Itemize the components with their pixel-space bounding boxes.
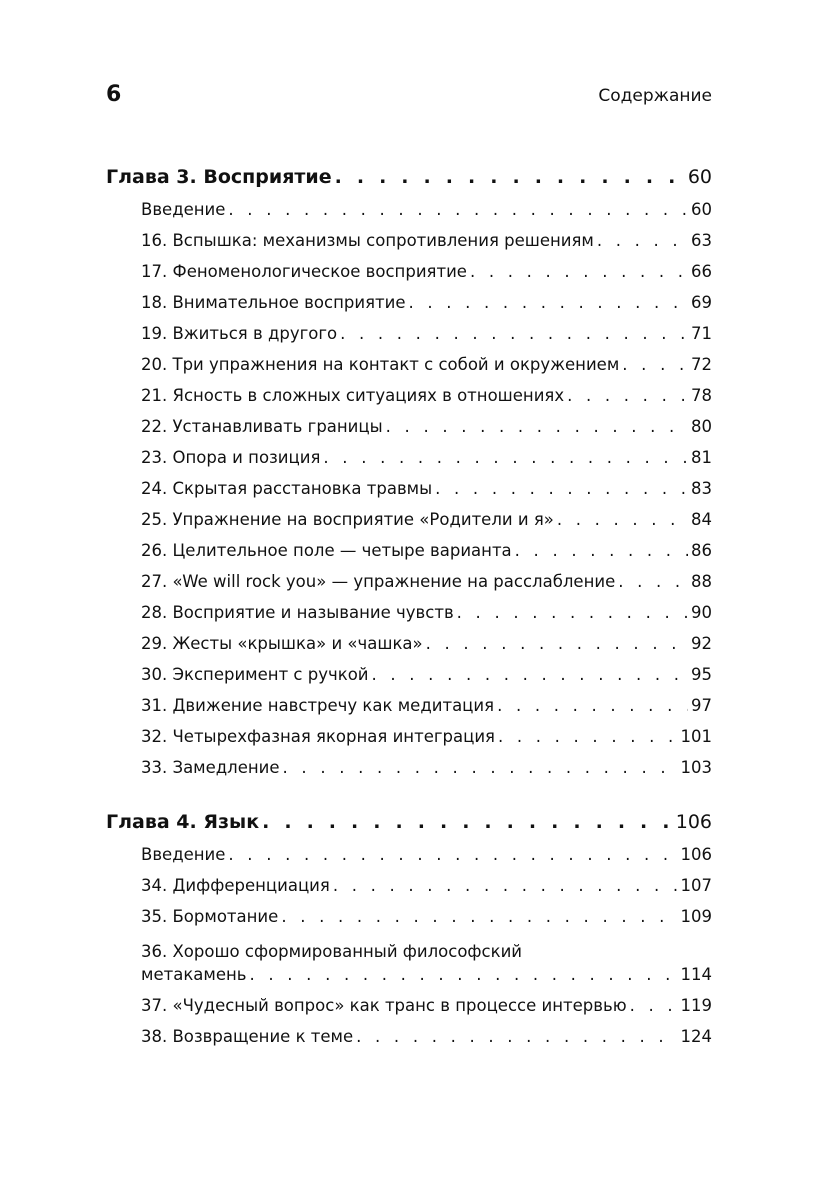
- entry-page: 60: [691, 200, 712, 219]
- entry-page: 69: [691, 293, 712, 312]
- dot-leader: [250, 965, 678, 984]
- entry-title-line2: метакамень: [141, 965, 247, 984]
- entry-page: 72: [691, 355, 712, 374]
- dot-leader: [622, 355, 688, 374]
- entry-page: 109: [680, 907, 712, 926]
- page-header: [106, 82, 712, 112]
- entry-title: 23. Опора и позиция: [141, 448, 321, 467]
- toc-entry: [141, 231, 712, 262]
- toc-entry: [141, 262, 712, 293]
- toc-entry: [141, 727, 712, 758]
- dot-leader: [372, 665, 688, 684]
- dot-leader: [283, 758, 678, 777]
- entry-page: 86: [691, 541, 712, 560]
- toc-entry: [141, 448, 712, 479]
- toc-entry: [141, 1027, 712, 1058]
- dot-leader: [557, 510, 688, 529]
- entry-page: 124: [680, 1027, 712, 1046]
- dot-leader: [497, 696, 688, 715]
- chapter-3: [106, 166, 712, 789]
- entry-title: 20. Три упражнения на контакт с собой и окружением: [141, 355, 620, 374]
- dot-leader: [567, 386, 688, 405]
- dot-leader: [262, 811, 673, 833]
- entry-page: 101: [680, 727, 712, 746]
- entry-page: 84: [691, 510, 712, 529]
- entry-page: 103: [680, 758, 712, 777]
- entry-title: 24. Скрытая расстановка травмы: [141, 479, 433, 498]
- dot-leader: [515, 541, 688, 560]
- entry-title: 26. Целительное поле — четыре варианта: [141, 541, 512, 560]
- dot-leader: [457, 603, 688, 622]
- toc-entry: [141, 603, 712, 634]
- entry-title: 21. Ясность в сложных ситуациях в отношениях: [141, 386, 565, 405]
- chapter-title: Глава 4. Язык: [106, 811, 260, 833]
- toc-entry: [141, 324, 712, 355]
- toc-entry: [141, 665, 712, 696]
- dot-leader: [426, 634, 688, 653]
- entry-title-line2-row: [141, 965, 712, 996]
- entry-title: Введение: [141, 845, 226, 864]
- entry-page: 107: [680, 876, 712, 895]
- entry-title-line1: 36. Хорошо сформированный философский: [141, 942, 523, 961]
- dot-leader: [356, 1027, 677, 1046]
- entry-title: 30. Эксперимент с ручкой: [141, 665, 369, 684]
- dot-leader: [630, 996, 678, 1015]
- chapter-4: [106, 811, 712, 1058]
- entry-title: 31. Движение навстречу как медитация: [141, 696, 495, 715]
- chapter-page: 106: [675, 811, 712, 833]
- entry-title: 29. Жесты «крышка» и «чашка»: [141, 634, 423, 653]
- toc-entry: [141, 907, 712, 938]
- entry-title: Введение: [141, 200, 226, 219]
- dot-leader: [281, 907, 677, 926]
- entry-page: 63: [691, 231, 712, 250]
- toc-entry: [141, 417, 712, 448]
- toc-entry: [141, 355, 712, 386]
- table-of-contents: [106, 166, 712, 1080]
- entry-title: 37. «Чудесный вопрос» как транс в процессе интервью: [141, 996, 627, 1015]
- dot-leader: [386, 417, 688, 436]
- toc-entry: [141, 696, 712, 727]
- entry-page: 114: [680, 965, 712, 984]
- toc-entry: [141, 634, 712, 665]
- toc-entry: [141, 758, 712, 789]
- entry-page: 97: [691, 696, 712, 715]
- toc-entry: [141, 510, 712, 541]
- dot-leader: [470, 262, 688, 281]
- entry-page: 81: [691, 448, 712, 467]
- entry-title: 17. Феноменологическое восприятие: [141, 262, 467, 281]
- running-title: Содержание: [598, 86, 712, 106]
- toc-entry: [141, 938, 712, 996]
- entry-page: 78: [691, 386, 712, 405]
- entry-page: 71: [691, 324, 712, 343]
- dot-leader: [498, 727, 678, 746]
- entry-page: 92: [691, 634, 712, 653]
- dot-leader: [435, 479, 688, 498]
- toc-entry: [141, 996, 712, 1027]
- dot-leader: [323, 448, 688, 467]
- entry-title: 27. «We will rock you» — упражнение на расслабление: [141, 572, 616, 591]
- entry-title: 16. Вспышка: механизмы сопротивления решениям: [141, 231, 594, 250]
- entry-page: 119: [680, 996, 712, 1015]
- entry-title: 19. Вжиться в другого: [141, 324, 338, 343]
- chapter-heading: [106, 166, 712, 198]
- toc-entry: [141, 845, 712, 876]
- dot-leader: [408, 293, 688, 312]
- entry-title: 18. Внимательное восприятие: [141, 293, 406, 312]
- chapter-title: Глава 3. Восприятие: [106, 166, 332, 188]
- toc-entry: [141, 572, 712, 603]
- entry-page: 66: [691, 262, 712, 281]
- dot-leader: [228, 200, 688, 219]
- toc-entry: [141, 293, 712, 324]
- entry-title: 34. Дифференциация: [141, 876, 330, 895]
- entry-title: 25. Упражнение на восприятие «Родители и я»: [141, 510, 554, 529]
- dot-leader: [618, 572, 688, 591]
- entry-page: 90: [691, 603, 712, 622]
- entry-page: 88: [691, 572, 712, 591]
- dot-leader: [333, 876, 678, 895]
- page-number: 6: [106, 82, 122, 107]
- toc-entry: [141, 386, 712, 417]
- dot-leader: [228, 845, 677, 864]
- chapter-heading: [106, 811, 712, 843]
- entry-title: 28. Восприятие и называние чувств: [141, 603, 454, 622]
- entry-title: 33. Замедление: [141, 758, 280, 777]
- toc-entry: [141, 541, 712, 572]
- toc-entry: [141, 479, 712, 510]
- entry-title: 35. Бормотание: [141, 907, 279, 926]
- entry-title: 32. Четырехфазная якорная интеграция: [141, 727, 495, 746]
- entry-title: 38. Возвращение к теме: [141, 1027, 354, 1046]
- entry-page: 106: [680, 845, 712, 864]
- dot-leader: [340, 324, 688, 343]
- entry-page: 83: [691, 479, 712, 498]
- chapter-page: 60: [687, 166, 712, 188]
- toc-entry: [141, 200, 712, 231]
- entry-page: 95: [691, 665, 712, 684]
- entry-title: 22. Устанавливать границы: [141, 417, 383, 436]
- entry-page: 80: [691, 417, 712, 436]
- dot-leader: [335, 166, 685, 188]
- dot-leader: [597, 231, 688, 250]
- toc-entry: [141, 876, 712, 907]
